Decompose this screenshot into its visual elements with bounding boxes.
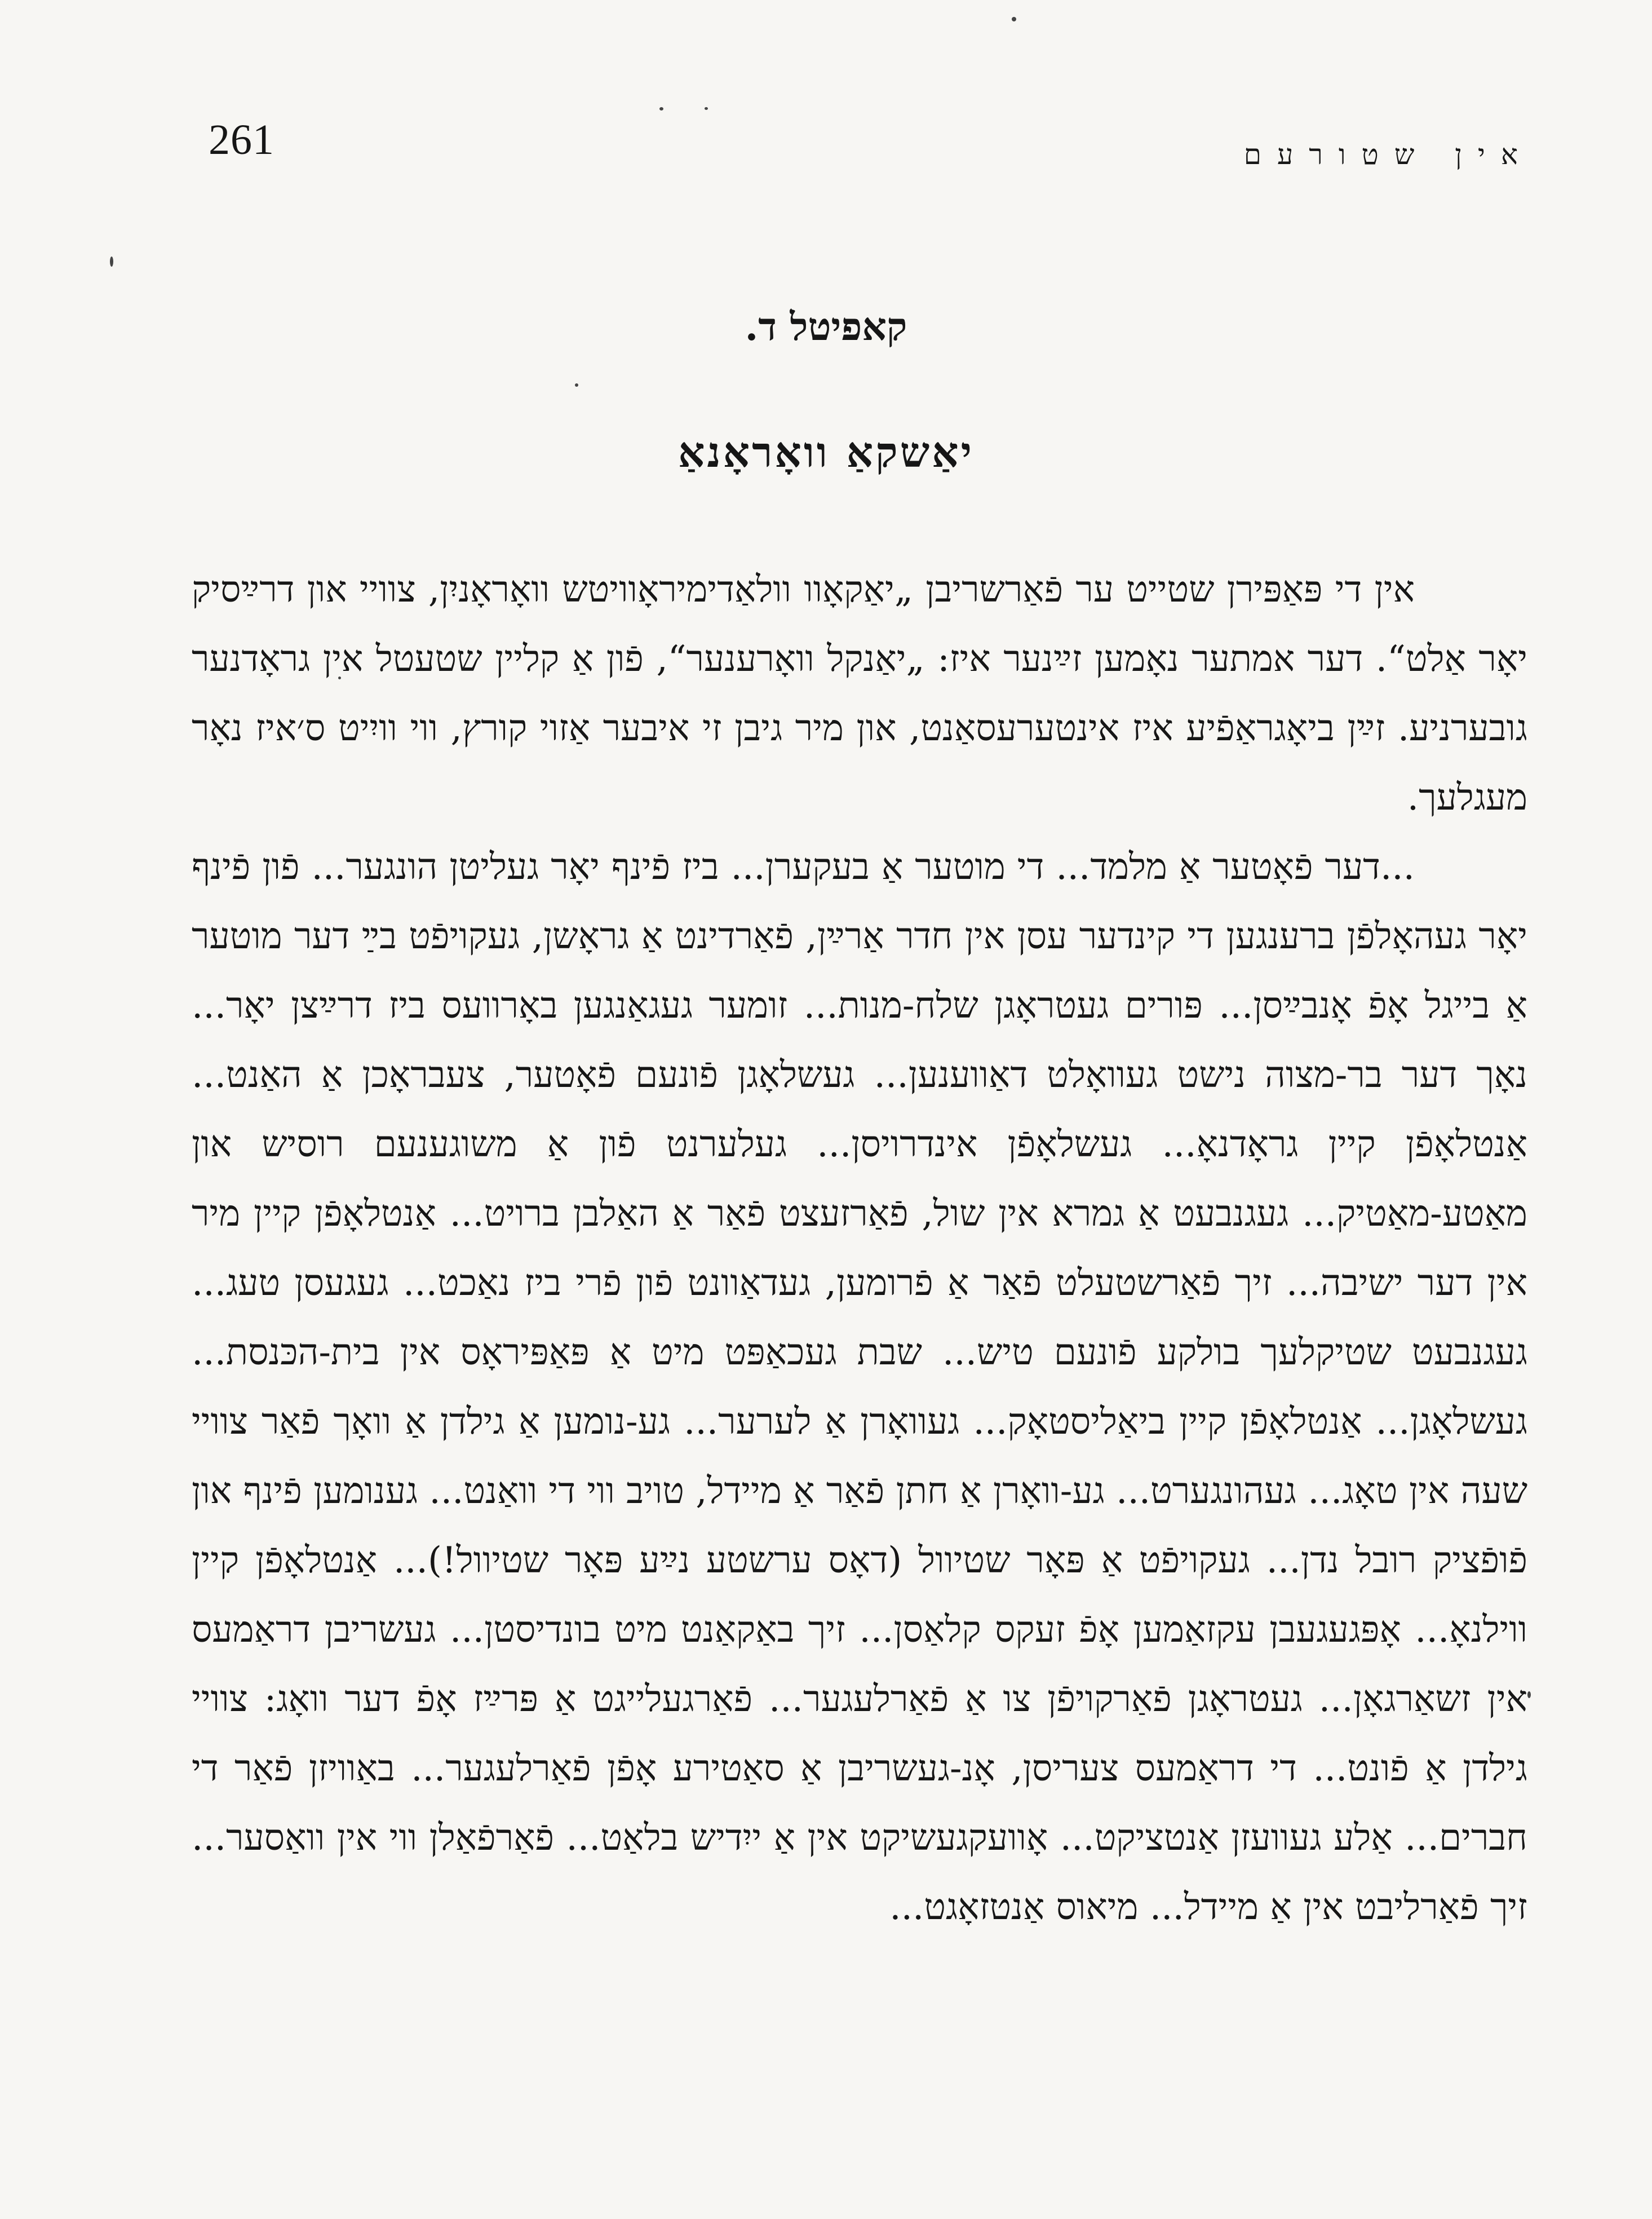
chapter-title: יאַשקאַ וואָראָנאַ	[677, 428, 974, 477]
print-speck	[1012, 17, 1016, 21]
print-speck	[659, 107, 663, 110]
print-speck	[575, 383, 578, 387]
page-number: 261	[209, 116, 274, 163]
body-text	[192, 555, 1527, 1942]
paragraph: אין די פּאַפּירן שטייט ער פֿאַרשריבן „יאַקאָוו וולאַדימיראָוויטש וואָראָניִן, צוויי און דרײַסיק יאָר אַלט“. דער אמתער נאָמען זײַנער איז: „יאַנקל וואָרענער“, פֿון אַ קליין שטעטל אין גראָדנער גובערניע. זײַן ביאָגראַפֿיע איז אינטערעסאַנט, און מיר גיבן זי איבער אַזוי קורץ, ווי וויִיט ס׳איז נאָר מעגלעך.	[192, 569, 1527, 819]
print-speck	[1527, 1691, 1531, 1698]
chapter-label: קאפיטל ד.	[745, 304, 907, 350]
running-head: אין שטורעם	[1243, 138, 1534, 171]
paragraph: ...דער פֿאָטער אַ מלמד... די מוטער אַ בעקערן... ביז פֿינף יאָר געליטן הונגער... פֿון פֿינף יאָר געהאָלפֿן ברענגען די קינדער עסן אין חדר אַרײַן, פֿאַרדינט אַ גראָשן, געקויפֿט בײַ דער מוטער אַ בייגל אָפֿ אָנבײַסן... פּורים געטראָגן שלח-מנות... זומער געגאַנגען באָרוועס ביז דרײַצן יאָר... נאָך דער בר-מצוה נישט געוואָלט דאַווענען... געשלאָגן פֿונעם פֿאָטער, צעבראָכן אַ האַנט... אַנטלאָפֿן קיין גראָדנאָ... געשלאָפֿן אינדרויסן... געלערנט פֿון אַ משוגענעם רוסיש און מאַטע-מאַטיק... געגנבעט אַ גמרא אין שול, פֿאַרזעצט פֿאַר אַ האַלבן ברויט... אַנטלאָפֿן קיין מיר אין דער ישיבה... זיך פֿאַרשטעלט פֿאַר אַ פֿרומען, געדאַוונט פֿון פֿרי ביז נאַכט... געגעסן טעג... געגנבעט שטיקלעך בולקע פֿונעם טיש... שבת געכאַפּט מיט אַ פּאַפּיראָס אין בית-הכּנסת... געשלאָגן... אַנטלאָפֿן קיין ביאַליסטאָק... געוואָרן אַ לערער... גע-נומען אַ גילדן אַ וואָך פֿאַר צוויי שעה אין טאָג... געהונגערט... גע-וואָרן אַ חתן פֿאַר אַ מיידל, טויב ווי די וואַנט... גענומען פֿינף און פֿופֿציק רובל נדן... געקויפֿט אַ פּאָר שטיוול (דאָס ערשטע נײַע פּאָר שטיוול!)... אַנטלאָפֿן קיין ווילנאָ... אָפּגעגעבן עקזאַמען אָפֿ זעקס קלאַסן... זיך באַקאַנט מיט בונדיסטן... געשריבן דראַמעס אין זשאַרגאָן... געטראָגן פֿאַרקויפֿן צו אַ פֿאַרלעגער... פֿאַרגעלייגט אַ פּרײַז אָפֿ דער וואָג: צוויי גילדן אַ פֿונט... די דראַמעס צעריסן, אָנ-געשריבן אַ סאַטירע אָפֿן פֿאַרלעגער... באַוויזן פֿאַר די חברים... אַלע געוועזן אַנטציקט... אָוועקגעשיקט אין אַ ייִדיש בלאַט... פֿאַרפֿאַלן ווי אין וואַסער... זיך פֿאַרליבט אין אַ מיידל... מיאוס אַנטזאָגט...	[192, 846, 1528, 1928]
print-speck	[705, 107, 708, 110]
print-speck	[110, 257, 113, 267]
